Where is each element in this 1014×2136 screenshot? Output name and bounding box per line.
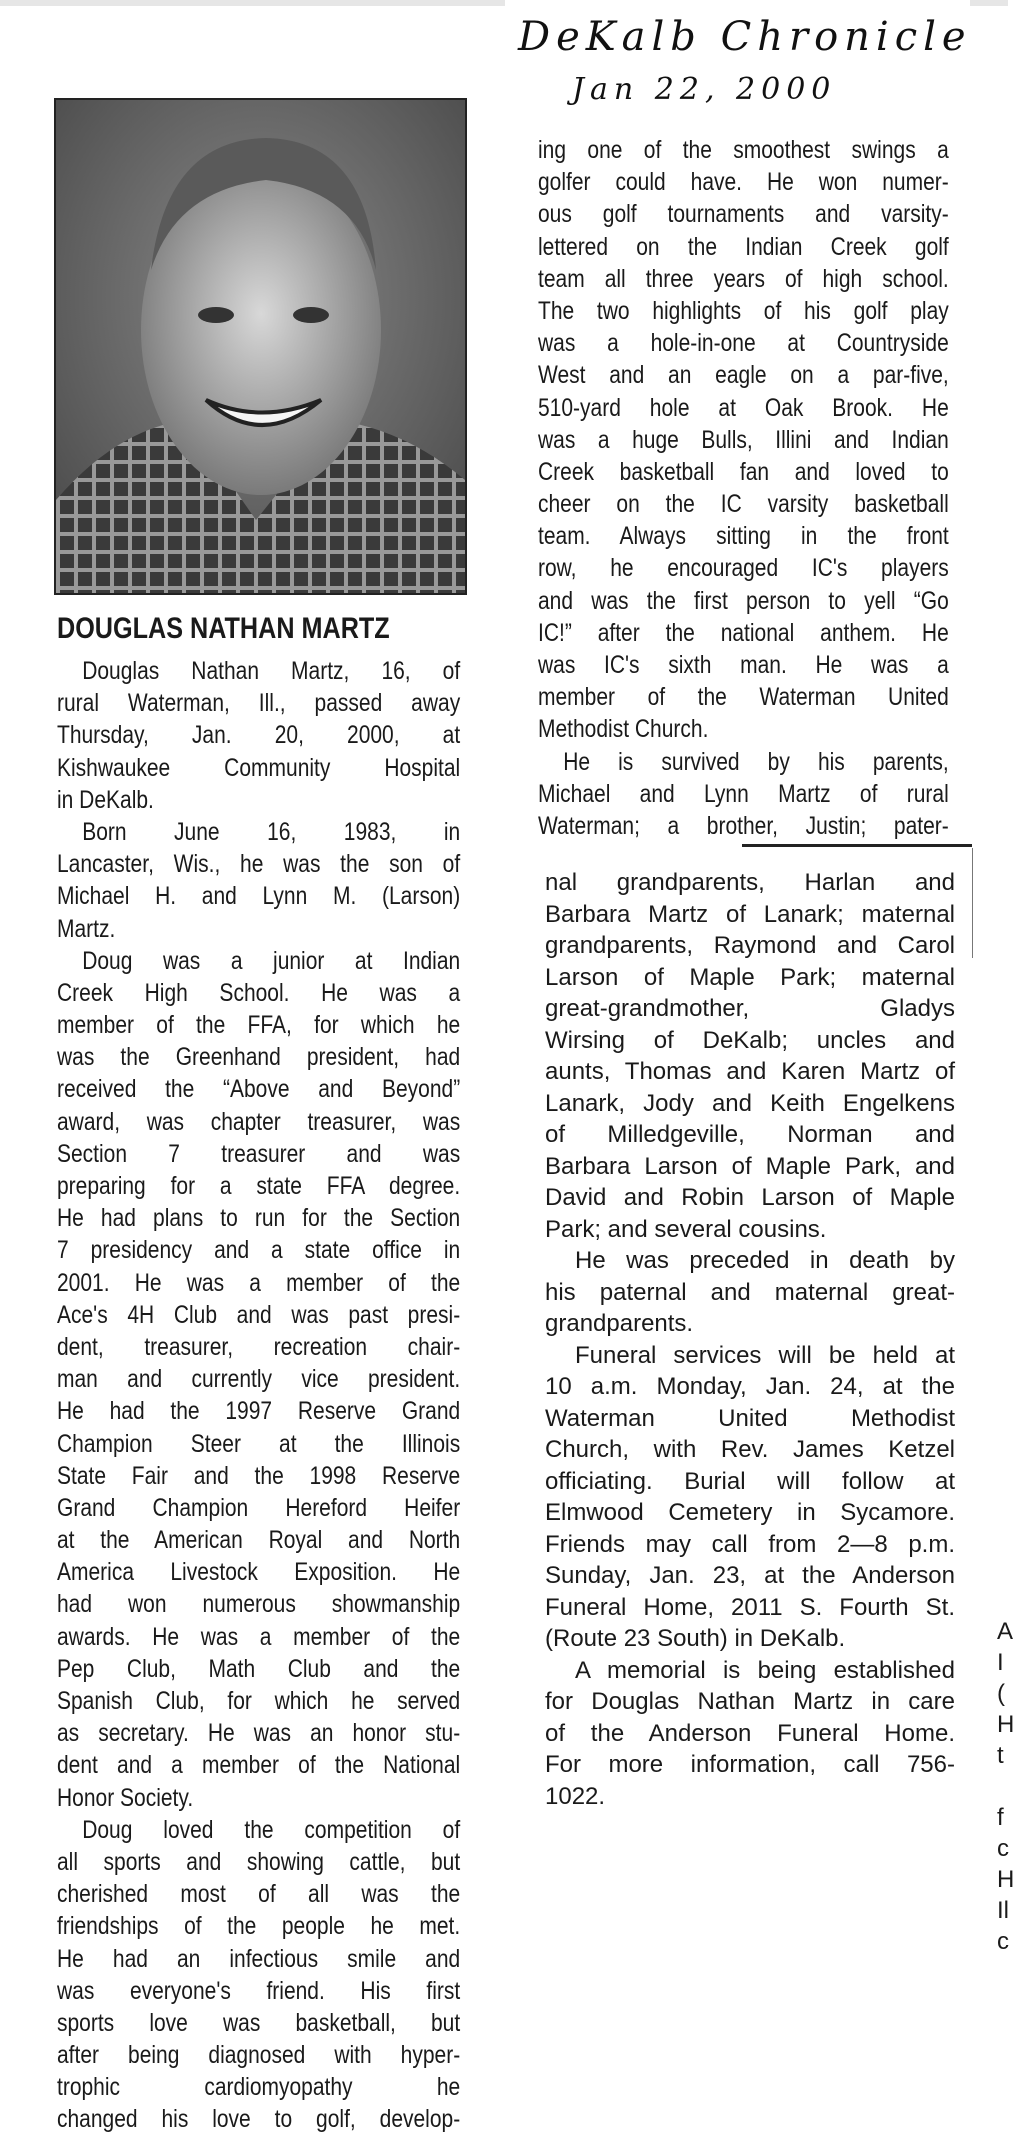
text-line: The two highlights of his golf play — [538, 296, 949, 325]
text-line: after being diagnosed with hyper- — [57, 2041, 461, 2070]
text-line: Lanark, Jody and Keith Engelkens — [545, 1089, 955, 1117]
text-line: (Route 23 South) in DeKalb. — [545, 1625, 846, 1652]
text-line: America Livestock Exposition. He — [57, 1558, 461, 1587]
text-line: of Milledgeville, Norman and — [545, 1121, 955, 1148]
text-line: Michael and Lynn Martz of rural — [538, 779, 949, 808]
text-line: Douglas Nathan Martz, 16, of — [82, 657, 461, 685]
text-column-1 — [57, 655, 460, 2136]
text-line: rural Waterman, Ill., passed away — [57, 689, 461, 718]
text-line: in DeKalb. — [57, 785, 154, 814]
text-line: was the Greenhand president, had — [57, 1043, 461, 1072]
fragment-char: c — [997, 1928, 1009, 1955]
text-line: all sports and showing cattle, but — [57, 1847, 461, 1876]
text-line: For more information, call 756- — [545, 1751, 955, 1778]
obituary-headline: DOUGLAS NATHAN MARTZ — [57, 612, 390, 645]
text-line: 1022. — [545, 1782, 606, 1810]
text-line: great-grandmother, Gladys — [545, 995, 955, 1022]
fragment-char: A — [997, 1618, 1014, 1645]
text-line: was a huge Bulls, Illini and Indian — [538, 425, 949, 454]
text-line: Kishwaukee Community Hospital — [57, 753, 461, 782]
text-line: Wirsing of DeKalb; uncles and — [545, 1026, 955, 1054]
text-line: man and currently vice president. — [57, 1365, 461, 1394]
text-line: friendships of the people he met. — [57, 1912, 461, 1941]
text-line: He had the 1997 Reserve Grand — [57, 1397, 461, 1426]
text-line: Methodist Church. — [538, 715, 709, 744]
text-line: member of the FFA, for which he — [57, 1011, 461, 1040]
text-line: Funeral services will be held at — [575, 1341, 955, 1369]
text-line: A memorial is being established — [575, 1656, 955, 1684]
text-line: trophic cardiomyopathy he — [57, 2073, 461, 2102]
fragment-char: H — [997, 1866, 1014, 1893]
text-line: nal grandparents, Harlan and — [545, 869, 955, 896]
text-line: Friends may call from 2—8 p.m. — [545, 1530, 955, 1558]
adjacent-article-fragment — [997, 1616, 1014, 1957]
text-line: aunts, Thomas and Karen Martz of — [545, 1058, 955, 1085]
fragment-char: H — [997, 1711, 1014, 1738]
text-line: Doug loved the competition of — [82, 1815, 461, 1844]
fragment-char: Il — [997, 1897, 1009, 1924]
text-line: West and an eagle on a par-five, — [538, 361, 949, 390]
text-line: He had an infectious smile and — [57, 1944, 461, 1973]
text-line: Park; and several cousins. — [545, 1215, 827, 1243]
text-line: Thursday, Jan. 20, 2000, at — [57, 721, 461, 750]
text-line: had won numerous showmanship — [57, 1590, 461, 1619]
text-line: Pep Club, Math Club and the — [57, 1654, 461, 1683]
text-line: preparing for a state FFA degree. — [57, 1172, 461, 1200]
text-line: Barbara Larson of Maple Park, and — [545, 1152, 955, 1180]
text-line: Barbara Martz of Lanark; maternal — [545, 900, 955, 928]
text-line: was IC's sixth man. He was a — [538, 651, 949, 679]
text-line: his paternal and maternal great- — [545, 1278, 955, 1306]
text-line: awards. He was a member of the — [57, 1622, 461, 1651]
text-line: 2001. He was a member of the — [57, 1268, 461, 1297]
text-line: Waterman United Methodist — [545, 1404, 955, 1432]
text-line: Martz. — [57, 914, 116, 943]
text-line: State Fair and the 1998 Reserve — [57, 1461, 461, 1490]
text-line: grandparents, Raymond and Carol — [545, 932, 955, 959]
text-line: Elmwood Cemetery in Sycamore. — [545, 1499, 955, 1526]
text-line: David and Robin Larson of Maple — [545, 1184, 955, 1211]
text-line: for Douglas Nathan Martz in care — [545, 1688, 955, 1715]
text-line: He is survived by his parents, — [563, 747, 949, 776]
text-line: team. Always sitting in the front — [538, 522, 949, 551]
text-line: cheer on the IC varsity basketball — [538, 490, 949, 519]
text-line: and was the first person to yell “Go — [538, 586, 949, 615]
handwritten-publication: DeKalb Chronicle — [518, 14, 972, 60]
fragment-char: f — [997, 1804, 1004, 1831]
text-line: Lancaster, Wis., he was the son of — [57, 850, 461, 879]
text-line: lettered on the Indian Creek golf — [538, 232, 949, 261]
text-line: Grand Champion Hereford Heifer — [57, 1493, 461, 1522]
text-line: Larson of Maple Park; maternal — [545, 963, 955, 991]
scan-edge — [970, 0, 1008, 6]
text-line: 7 presidency and a state office in — [57, 1236, 461, 1265]
text-column-3 — [545, 867, 955, 1812]
text-line: golfer could have. He won numer- — [538, 168, 949, 197]
text-line: Funeral Home, 2011 S. Fourth St. — [545, 1593, 955, 1621]
text-line: row, he encouraged IC's players — [538, 554, 949, 583]
text-line: Champion Steer at the Illinois — [57, 1429, 461, 1458]
fragment-char: c — [997, 1835, 1009, 1862]
text-line: Section 7 treasurer and was — [57, 1139, 461, 1168]
text-line: He was preceded in death by — [575, 1247, 955, 1274]
text-line: grandparents. — [545, 1310, 694, 1337]
text-line: ing one of the smoothest swings a — [538, 136, 949, 164]
text-line: Ace's 4H Club and was past presi- — [57, 1300, 461, 1329]
text-line: Honor Society. — [57, 1783, 194, 1812]
text-line: of the Anderson Funeral Home. — [545, 1719, 955, 1747]
text-line: Spanish Club, for which he served — [57, 1687, 461, 1715]
fragment-char: t — [997, 1742, 1004, 1769]
text-line: ous golf tournaments and varsity- — [538, 200, 949, 229]
text-line: Sunday, Jan. 23, at the Anderson — [545, 1562, 955, 1589]
text-line: Doug was a junior at Indian — [82, 946, 461, 975]
text-line: team all three years of high school. — [538, 264, 949, 293]
column-divider-rule — [742, 844, 972, 847]
text-line: Creek High School. He was a — [57, 978, 461, 1007]
text-line: 510-yard hole at Oak Brook. He — [538, 393, 949, 422]
text-line: was a hole-in-one at Countryside — [538, 329, 949, 358]
text-line: Born June 16, 1983, in — [82, 817, 461, 846]
text-line: changed his love to golf, develop- — [57, 2105, 461, 2134]
text-line: received the “Above and Beyond” — [57, 1075, 461, 1104]
text-line: 10 a.m. Monday, Jan. 24, at the — [545, 1373, 955, 1400]
text-line: cherished most of all was the — [57, 1880, 461, 1909]
text-line: dent and a member of the National — [57, 1751, 461, 1780]
text-line: dent, treasurer, recreation chair- — [57, 1332, 461, 1361]
portrait-photo — [54, 98, 467, 595]
fragment-char: I — [997, 1649, 1004, 1676]
text-line: Waterman; a brother, Justin; pater- — [538, 811, 949, 840]
text-line: was everyone's friend. His first — [57, 1976, 461, 2005]
text-line: Michael H. and Lynn M. (Larson) — [57, 882, 461, 911]
text-column-2 — [538, 134, 949, 842]
text-line: He had plans to run for the Section — [57, 1204, 461, 1233]
text-line: as secretary. He was an honor stu- — [57, 1719, 461, 1748]
fragment-char: ( — [997, 1680, 1005, 1707]
scan-edge — [0, 0, 505, 6]
text-line: Church, with Rev. James Ketzel — [545, 1436, 955, 1463]
text-line: Creek basketball fan and loved to — [538, 457, 949, 486]
text-line: award, was chapter treasurer, was — [57, 1107, 461, 1136]
column-divider-vertical — [972, 848, 973, 958]
fragment-char — [997, 1771, 1014, 1802]
text-line: IC!” after the national anthem. He — [538, 618, 949, 647]
text-line: officiating. Burial will follow at — [545, 1467, 955, 1495]
text-line: at the American Royal and North — [57, 1526, 461, 1555]
text-line: member of the Waterman United — [538, 683, 949, 712]
text-line: sports love was basketball, but — [57, 2008, 461, 2037]
handwritten-date: Jan 22, 2000 — [572, 72, 837, 107]
